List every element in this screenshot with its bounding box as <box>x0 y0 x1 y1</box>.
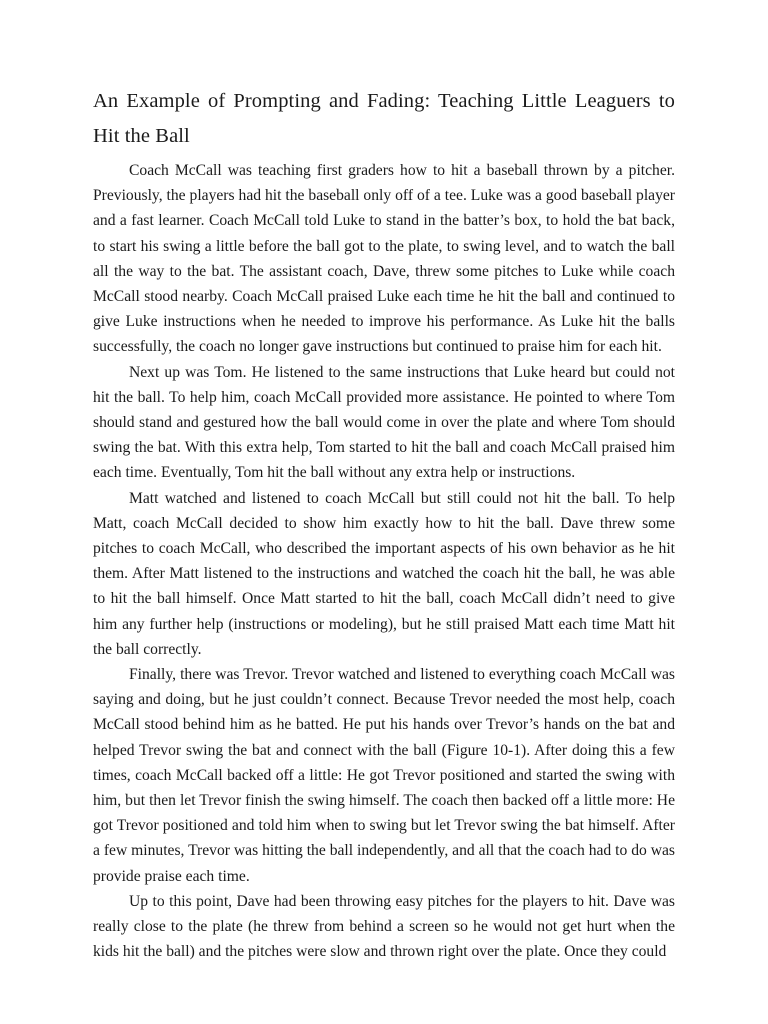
paragraph-trevor: Finally, there was Trevor. Trevor watched and listened to everything coach McCall was saying and doing, but he just couldn’t connect. Because Trevor needed the most help, coach McCall stood behind him as he batted. He put his hands over Trevor’s hands on the bat and helped Trevor swing the bat and connect with the ball (Figure 10-1). After doing this a few times, coach McCall backed off a little: He got Trevor positioned and started the swing with him, but then let Trevor finish the swing himself. The coach then backed off a little more: He got Trevor positioned and told him when to swing but let Trevor swing the bat himself. After a few minutes, Trevor was hitting the ball independently, and all that the coach had to do was provide praise each time. <box>93 666 675 885</box>
paragraph-tom: Next up was Tom. He listened to the same instructions that Luke heard but could not hit the ball. To help him, coach McCall provided more assistance. He pointed to where Tom should stand and gestured how the ball would come in over the plate and where Tom should swing the bat. With this extra help, Tom started to hit the ball and coach McCall praised him each time. Eventually, Tom hit the ball without any extra help or instructions. <box>93 363 675 482</box>
paragraph-dave-pitches: Up to this point, Dave had been throwing easy pitches for the players to hit. Dave was really close to the plate (he threw from behind a screen so he would not get hurt when the kids hit the ball) and the pitches were slow and thrown right over the plate. Once they could <box>93 892 675 961</box>
paragraph-matt: Matt watched and listened to coach McCall but still could not hit the ball. To help Matt, coach McCall decided to show him exactly how to hit the ball. Dave threw some pitches to coach McCall, who described the important aspects of his own behavior as he hit them. After Matt listened to the instructions and watched the coach hit the ball, he was able to hit the ball himself. Once Matt started to hit the ball, coach McCall didn’t need to give him any further help (instructions or modeling), but he still praised Matt each time Matt hit the ball correctly. <box>93 489 675 658</box>
paragraph-luke: Coach McCall was teaching first graders how to hit a baseball thrown by a pitcher. Previously, the players had hit the baseball only off of a tee. Luke was a good baseball player and a fast learner. Coach McCall told Luke to stand in the batter’s box, to hold the bat back, to start his swing a little before the ball got to the plate, to swing level, and to watch the ball all the way to the bat. The assistant coach, Dave, threw some pitches to Luke while coach McCall stood nearby. Coach McCall praised Luke each time he hit the ball and continued to give Luke instructions when he needed to improve his performance. As Luke hit the balls successfully, the coach no longer gave instructions but continued to praise him for each hit. <box>93 162 675 356</box>
document-title: An Example of Prompting and Fading: Teaching Little Leaguers to Hit the Ball <box>93 90 675 147</box>
